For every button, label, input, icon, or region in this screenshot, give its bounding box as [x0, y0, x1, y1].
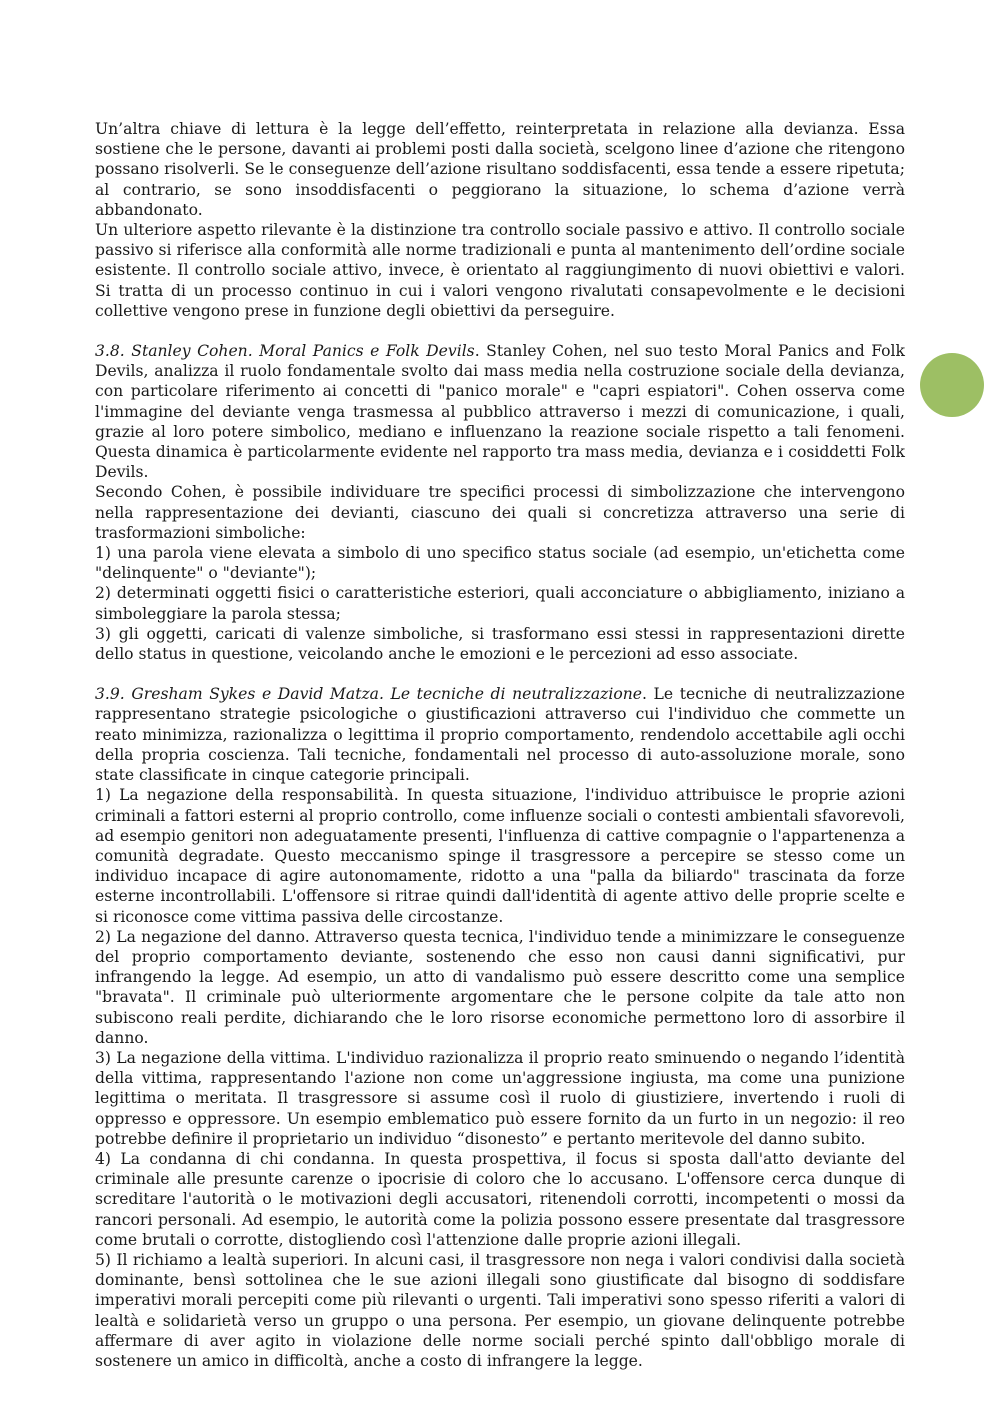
section-sykes-intro: [95, 684, 905, 785]
paragraph-law-of-effect: Un’altra chiave di lettura è la legge dell’effetto, reinterpretata in relazione alla devianza. Essa sostiene che le persone, davanti ai problemi posti dalla società, scelgono linee d’azione che ritengono possano risolverli. Se le conseguenze dell’azione risultano soddisfacenti, essa tende a essere ripetuta; al contrario, se sono insoddisfacenti o peggiorano la situazione, lo schema d’azione verrà abbandonato.: [95, 120, 905, 219]
page-tab-marker: [920, 353, 984, 417]
paragraph-social-control: Un ulteriore aspetto rilevante è la distinzione tra controllo sociale passivo e attivo. Il controllo sociale passivo si riferisce alla conformità alle norme tradizionali e punta al mantenimento dell’ordine sociale esistente. Il controllo sociale attivo, invece, è orientato al raggiungimento di nuovi obiettivi e valori. Si tratta di un processo continuo in cui i valori vengono rivalutati consapevolmente e le decisioni collettive vengono prese in funzione degli obiettivi da perseguire.: [95, 221, 905, 320]
list-item-cohen-2: 2) determinati oggetti fisici o caratteristiche esteriori, quali acconciature o abbigliamento, iniziano a simboleggiare la parola stessa;: [95, 584, 905, 623]
spacer: [95, 321, 905, 341]
list-item-technique-4: 4) La condanna di chi condanna. In questa prospettiva, il focus si sposta dall'atto deviante del criminale alle presunte carenze o ipocrisie di coloro che lo accusano. L'offensore cerca dunque di screditare l'autorità o le motivazioni degli accusatori, ritenendoli corrotti, incompetenti o mossi da rancori personali. Ad esempio, le autorità come la polizia possono essere presentate dal trasgressore come brutali o corrotte, distogliendo così l'attenzione dalle proprie azioni illegali.: [95, 1149, 905, 1249]
section-cohen-intro: [95, 341, 905, 482]
section-heading-cohen: 3.8. Stanley Cohen. Moral Panics e Folk Devils: [95, 342, 475, 361]
list-item-technique-1: 1) La negazione della responsabilità. In questa situazione, l'individuo attribuisce le proprie azioni criminali a fattori esterni al proprio controllo, come influenze sociali o contesti ambientali sfavorevoli, ad esempio genitori non adeguatamente presenti, l'influenza di cattive compagnie o l'appartenenza a comunità degradate. Questo meccanismo spinge il trasgressore a percepire se stesso come un individuo incapace di agire autonomamente, ridotto a una "palla da biliardo" trascinata da forze esterne incontrollabili. L'offensore si ritrae quindi dall'identità di agente attivo delle proprie scelte e si riconosce come vittima passiva delle circostanze.: [95, 786, 905, 926]
paragraph-cohen-processes: Secondo Cohen, è possibile individuare tre specifici processi di simbolizzazione che intervengono nella rappresentazione dei devianti, ciascuno dei quali si concretizza attraverso una serie di trasformazioni simboliche:: [95, 483, 905, 542]
section-heading-sykes-matza: 3.9. Gresham Sykes e David Matza. Le tecniche di neutralizzazione: [95, 685, 642, 704]
document-body: [95, 119, 905, 1371]
list-item-cohen-3: 3) gli oggetti, caricati di valenze simboliche, si trasformano essi stessi in rappresentazioni dirette dello status in questione, veicolando anche le emozioni e le percezioni ad esso associate.: [95, 624, 905, 664]
spacer: [95, 664, 905, 684]
list-item-technique-2: 2) La negazione del danno. Attraverso questa tecnica, l'individuo tende a minimizzare le conseguenze del proprio comportamento deviante, sostenendo che esso non causi danni significativi, pur infrangendo la legge. Ad esempio, un atto di vandalismo può essere descritto come una semplice "bravata". Il criminale può ulteriormente argomentare che le persone colpite da tale atto non subiscono reali perdite, dichiarando che le loro risorse economiche permettono loro di assorbire il danno.: [95, 927, 905, 1047]
list-item-technique-5: 5) Il richiamo a lealtà superiori. In alcuni casi, il trasgressore non nega i valori condivisi dalla società dominante, bensì sottolinea che le sue azioni illegali sono giustificate dal bisogno di soddisfare imperativi morali percepiti come più rilevanti o urgenti. Tali imperativi sono spesso riferiti a valori di lealtà e solidarietà verso un gruppo o una persona. Per esempio, un giovane delinquente potrebbe affermare di aver agito in violazione delle norme sociali perché spinto dall'obbligo morale di sostenere un amico in difficoltà, anche a costo di infrangere la legge.: [95, 1250, 905, 1370]
section-sykes-intro-text: . Le tecniche di neutralizzazione rappresentano strategie psicologiche o giustificazioni attraverso cui l'individuo che commette un reato minimizza, razionalizza o legittima il proprio comportamento, rendendolo accettabile agli occhi della propria coscienza. Tali tecniche, fondamentali nel processo di auto-assoluzione morale, sono state classificate in cinque categorie principali.: [95, 685, 906, 785]
list-item-technique-3: 3) La negazione della vittima. L'individuo razionalizza il proprio reato sminuendo o negando l’identità della vittima, rappresentando l'azione non come un'aggressione ingiusta, ma come una punizione legittima o meritata. Il trasgressore si assume così il ruolo di giustiziere, invertendo i ruoli di oppresso e oppressore. Un esempio emblematico può essere fornito da un furto in un negozio: il reo potrebbe definire il proprietario un individuo “disonesto” e pertanto meritevole del danno subito.: [95, 1048, 905, 1148]
section-cohen-intro-text: . Stanley Cohen, nel suo testo Moral Panics and Folk Devils, analizza il ruolo fondamentale svolto dai mass media nella costruzione sociale della devianza, con particolare riferimento ai concetti di "panico morale" e "capri espiatori". Cohen osserva come l'immagine del deviante venga trasmessa al pubblico attraverso i mezzi di comunicazione, i quali, grazie al loro potere simbolico, mediano e influenzano la reazione sociale rispetto a tali fenomeni. Questa dinamica è particolarmente evidente nel rapporto tra mass media, devianza e i cosiddetti Folk Devils.: [95, 342, 905, 482]
list-item-cohen-1: 1) una parola viene elevata a simbolo di uno specifico status sociale (ad esempio, un'etichetta come "delinquente" o "deviante");: [95, 544, 905, 583]
